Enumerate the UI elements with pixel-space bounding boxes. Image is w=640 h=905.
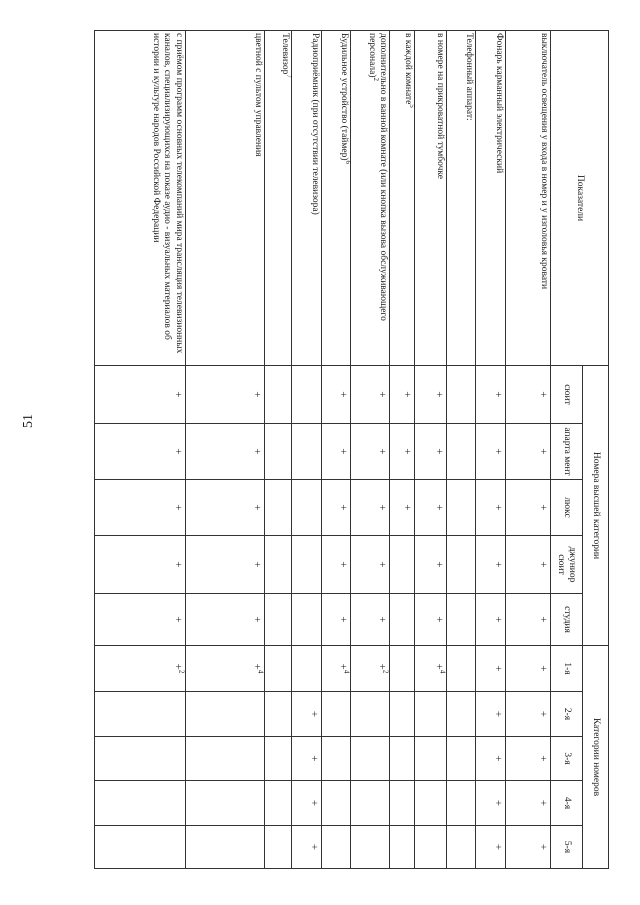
mark-cell xyxy=(321,594,350,646)
row-label xyxy=(351,31,390,366)
plus-mark: + xyxy=(491,616,504,623)
header-col-8: 4-я xyxy=(551,781,583,826)
mark-cell xyxy=(476,424,505,480)
hotel-room-equipment-table xyxy=(94,30,609,869)
header-col-3: джуниор сюит xyxy=(551,536,583,594)
mark-cell xyxy=(95,424,186,480)
mark-cell xyxy=(95,826,186,869)
table-row xyxy=(265,31,292,869)
plus-mark: + xyxy=(375,391,388,398)
plus-mark: + xyxy=(375,448,388,455)
mark-cell xyxy=(292,480,321,536)
row-label xyxy=(446,31,475,366)
mark-cell xyxy=(185,366,264,424)
mark-cell xyxy=(321,536,350,594)
mark-cell xyxy=(351,424,390,480)
mark-cell xyxy=(414,781,446,826)
mark-footnote-ref: 2 xyxy=(381,669,390,674)
plus-mark: + xyxy=(337,504,350,511)
plus-mark: + xyxy=(491,755,504,762)
plus-mark: + xyxy=(537,843,549,851)
mark-footnote-ref: 4 xyxy=(256,669,265,674)
row-label-text: Радиоприёмник (при отсутствии телевизора) xyxy=(309,33,320,215)
mark-cell xyxy=(351,781,390,826)
row-label-text: Фонарь карманный электрический xyxy=(493,33,504,174)
plus-mark: + xyxy=(251,561,264,568)
table-row xyxy=(351,31,390,869)
mark-cell xyxy=(389,424,414,480)
row-label-text: в каждой комнате xyxy=(402,33,413,105)
row-label xyxy=(95,31,186,366)
plus-mark: + xyxy=(375,561,388,568)
plus-mark: + xyxy=(537,710,549,718)
plus-mark: + xyxy=(171,448,184,455)
plus-mark: + xyxy=(251,448,264,455)
mark-cell xyxy=(185,737,264,781)
mark-cell xyxy=(185,536,264,594)
mark-cell xyxy=(292,737,321,781)
mark-cell xyxy=(414,737,446,781)
mark-cell xyxy=(185,424,264,480)
mark-cell xyxy=(389,646,414,692)
mark-cell xyxy=(265,594,292,646)
table-row xyxy=(321,31,350,869)
mark-cell xyxy=(414,826,446,869)
mark-cell xyxy=(95,646,186,692)
plus-mark: + xyxy=(537,755,549,762)
row-label xyxy=(414,31,446,366)
mark-cell xyxy=(505,366,550,424)
mark-cell xyxy=(321,692,350,737)
mark-cell xyxy=(292,366,321,424)
mark-cell xyxy=(95,366,186,424)
rotated-table-container xyxy=(94,30,609,868)
mark-cell xyxy=(446,737,475,781)
plus-mark: + xyxy=(251,504,264,511)
plus-mark: + xyxy=(432,616,445,623)
plus-mark: + xyxy=(337,561,350,568)
mark-cell xyxy=(351,826,390,869)
plus-mark: + xyxy=(307,843,320,851)
mark-cell xyxy=(351,536,390,594)
mark-cell xyxy=(292,781,321,826)
header-top-category: Номера высшей категории xyxy=(583,366,609,646)
mark-cell xyxy=(321,424,350,480)
plus-mark: + xyxy=(337,448,350,455)
mark-cell xyxy=(476,826,505,869)
plus-mark: + xyxy=(171,616,184,623)
mark-cell xyxy=(185,781,264,826)
footnote-ref: 2 xyxy=(371,77,380,82)
plus-mark: + xyxy=(537,665,549,672)
mark-cell xyxy=(292,536,321,594)
mark-footnote-ref: 4 xyxy=(438,669,447,674)
mark-cell xyxy=(389,536,414,594)
page-number: 51 xyxy=(21,414,36,428)
plus-mark: + xyxy=(400,448,413,455)
plus-mark: + xyxy=(375,616,388,623)
row-label-text: Телевизор xyxy=(280,33,291,75)
mark-cell xyxy=(389,480,414,536)
mark-cell xyxy=(95,692,186,737)
mark-cell xyxy=(505,424,550,480)
table-row xyxy=(185,31,264,869)
mark-cell xyxy=(292,594,321,646)
mark-cell xyxy=(505,781,550,826)
plus-mark: + xyxy=(491,665,504,672)
header-col-1: апарта мент xyxy=(551,424,583,480)
mark-cell xyxy=(476,646,505,692)
mark-cell xyxy=(389,737,414,781)
mark-cell xyxy=(389,366,414,424)
row-label xyxy=(321,31,353,366)
plus-mark: + xyxy=(171,504,184,511)
mark-cell xyxy=(265,737,292,781)
row-label-text: с приёмом программ основных телекомпаний мира трансляция телевизионных каналов, специализирующихся на показе аудио - визуальных материалов об истории и культуре народов Российской Федерации xyxy=(151,33,184,354)
header-col-5: 1-я xyxy=(551,646,583,692)
plus-mark: + xyxy=(491,448,504,455)
plus-mark: + xyxy=(171,561,184,568)
mark-cell xyxy=(265,826,292,869)
row-label xyxy=(265,31,292,366)
mark-cell xyxy=(265,692,292,737)
plus-mark: + xyxy=(307,710,320,718)
mark-cell xyxy=(185,646,264,692)
mark-cell xyxy=(95,737,186,781)
mark-cell xyxy=(351,480,390,536)
mark-cell xyxy=(265,424,292,480)
mark-cell xyxy=(265,536,292,594)
plus-mark: + xyxy=(432,448,445,455)
row-label-text: в номере на прикроватной тумбочке xyxy=(434,33,445,179)
plus-mark: + xyxy=(375,663,388,670)
row-label xyxy=(505,31,550,366)
mark-cell xyxy=(292,424,321,480)
mark-cell xyxy=(321,826,350,869)
mark-cell xyxy=(446,692,475,737)
table-row xyxy=(446,31,475,869)
plus-mark: + xyxy=(491,391,504,398)
footnote-ref: 5 xyxy=(408,104,417,108)
mark-cell xyxy=(505,826,550,869)
mark-cell xyxy=(446,424,475,480)
mark-cell xyxy=(95,781,186,826)
mark-cell xyxy=(476,480,505,536)
row-label xyxy=(476,31,505,366)
mark-cell xyxy=(446,536,475,594)
plus-mark: + xyxy=(537,448,549,455)
mark-cell xyxy=(95,536,186,594)
mark-cell xyxy=(414,424,446,480)
mark-cell xyxy=(351,594,390,646)
mark-cell xyxy=(389,692,414,737)
plus-mark: + xyxy=(432,561,445,568)
mark-cell xyxy=(185,692,264,737)
plus-mark: + xyxy=(537,561,549,568)
mark-cell xyxy=(321,480,350,536)
plus-mark: + xyxy=(432,663,445,670)
plus-mark: + xyxy=(307,755,320,762)
plus-mark: + xyxy=(432,504,445,511)
row-label xyxy=(292,31,321,366)
row-label-text: выключатель освещения у входа в номер и у изголовья кровати xyxy=(539,33,549,290)
mark-cell xyxy=(505,692,550,737)
mark-cell xyxy=(265,366,292,424)
mark-cell xyxy=(292,646,321,692)
table-row xyxy=(389,31,414,869)
mark-cell xyxy=(185,594,264,646)
plus-mark: + xyxy=(432,391,445,398)
mark-cell xyxy=(321,366,350,424)
header-col-6: 2-я xyxy=(551,692,583,737)
header-col-4: студия xyxy=(551,594,583,646)
mark-cell xyxy=(446,366,475,424)
plus-mark: + xyxy=(491,843,504,851)
mark-cell xyxy=(351,692,390,737)
mark-cell xyxy=(414,536,446,594)
mark-cell xyxy=(292,692,321,737)
row-label-text: дополнительно в ванной комнате (или кнопка вызова обслуживающего персонала) xyxy=(366,33,388,321)
mark-footnote-ref: 4 xyxy=(343,669,352,674)
plus-mark: + xyxy=(400,391,413,398)
plus-mark: + xyxy=(251,663,264,670)
mark-cell xyxy=(414,594,446,646)
mark-cell xyxy=(476,737,505,781)
footnote-ref: 6 xyxy=(344,160,353,165)
header-col-7: 3-я xyxy=(551,737,583,781)
mark-cell xyxy=(505,536,550,594)
mark-cell xyxy=(414,692,446,737)
plus-mark: + xyxy=(171,663,184,670)
mark-cell xyxy=(351,737,390,781)
plus-mark: + xyxy=(491,799,504,807)
table-row xyxy=(476,31,505,869)
plus-mark: + xyxy=(537,799,549,807)
mark-cell xyxy=(476,594,505,646)
row-label xyxy=(389,31,417,366)
mark-cell xyxy=(351,646,390,692)
plus-mark: + xyxy=(251,616,264,623)
mark-cell xyxy=(446,781,475,826)
row-label-text: Телефонный аппарат: xyxy=(464,33,475,121)
mark-cell xyxy=(265,480,292,536)
plus-mark: + xyxy=(537,616,549,623)
mark-cell xyxy=(95,594,186,646)
mark-cell xyxy=(446,480,475,536)
plus-mark: + xyxy=(307,799,320,807)
mark-cell xyxy=(321,781,350,826)
mark-cell xyxy=(446,594,475,646)
mark-cell xyxy=(321,646,350,692)
mark-cell xyxy=(505,480,550,536)
plus-mark: + xyxy=(375,504,388,511)
plus-mark: + xyxy=(537,391,549,398)
mark-footnote-ref: 2 xyxy=(177,669,186,674)
mark-cell xyxy=(351,366,390,424)
mark-cell xyxy=(414,646,446,692)
plus-mark: + xyxy=(337,663,350,670)
mark-cell xyxy=(446,826,475,869)
mark-cell xyxy=(505,737,550,781)
row-label-text: цветной с пультом управления xyxy=(253,33,264,157)
table-row xyxy=(414,31,446,869)
mark-cell xyxy=(185,480,264,536)
mark-cell xyxy=(321,737,350,781)
mark-cell xyxy=(265,646,292,692)
mark-cell xyxy=(476,366,505,424)
header-col-2: люкс xyxy=(551,480,583,536)
plus-mark: + xyxy=(491,561,504,568)
mark-cell xyxy=(265,781,292,826)
plus-mark: + xyxy=(400,504,413,511)
mark-cell xyxy=(476,536,505,594)
mark-cell xyxy=(505,646,550,692)
mark-cell xyxy=(389,594,414,646)
mark-cell xyxy=(446,646,475,692)
header-col-9: 5-я xyxy=(551,826,583,869)
row-label xyxy=(185,31,264,366)
plus-mark: + xyxy=(491,710,504,718)
mark-cell xyxy=(185,826,264,869)
header-room-categories: Категории номеров xyxy=(583,646,609,869)
mark-cell xyxy=(414,366,446,424)
mark-cell xyxy=(389,781,414,826)
table-row xyxy=(505,31,550,869)
header-col-0: сюит xyxy=(551,366,583,424)
plus-mark: + xyxy=(171,391,184,398)
table-row xyxy=(292,31,321,869)
plus-mark: + xyxy=(491,504,504,511)
header-indicators: Показатели xyxy=(551,31,609,366)
plus-mark: + xyxy=(337,391,350,398)
table-row xyxy=(95,31,186,869)
plus-mark: + xyxy=(251,391,264,398)
plus-mark: + xyxy=(337,616,350,623)
row-label-text: Будильное устройство (таймер) xyxy=(339,33,350,161)
mark-cell xyxy=(95,480,186,536)
plus-mark: + xyxy=(537,504,549,511)
mark-cell xyxy=(389,826,414,869)
mark-cell xyxy=(414,480,446,536)
mark-cell xyxy=(292,826,321,869)
mark-cell xyxy=(505,594,550,646)
footnote-ref: 7 xyxy=(285,74,294,78)
mark-cell xyxy=(476,692,505,737)
mark-cell xyxy=(476,781,505,826)
